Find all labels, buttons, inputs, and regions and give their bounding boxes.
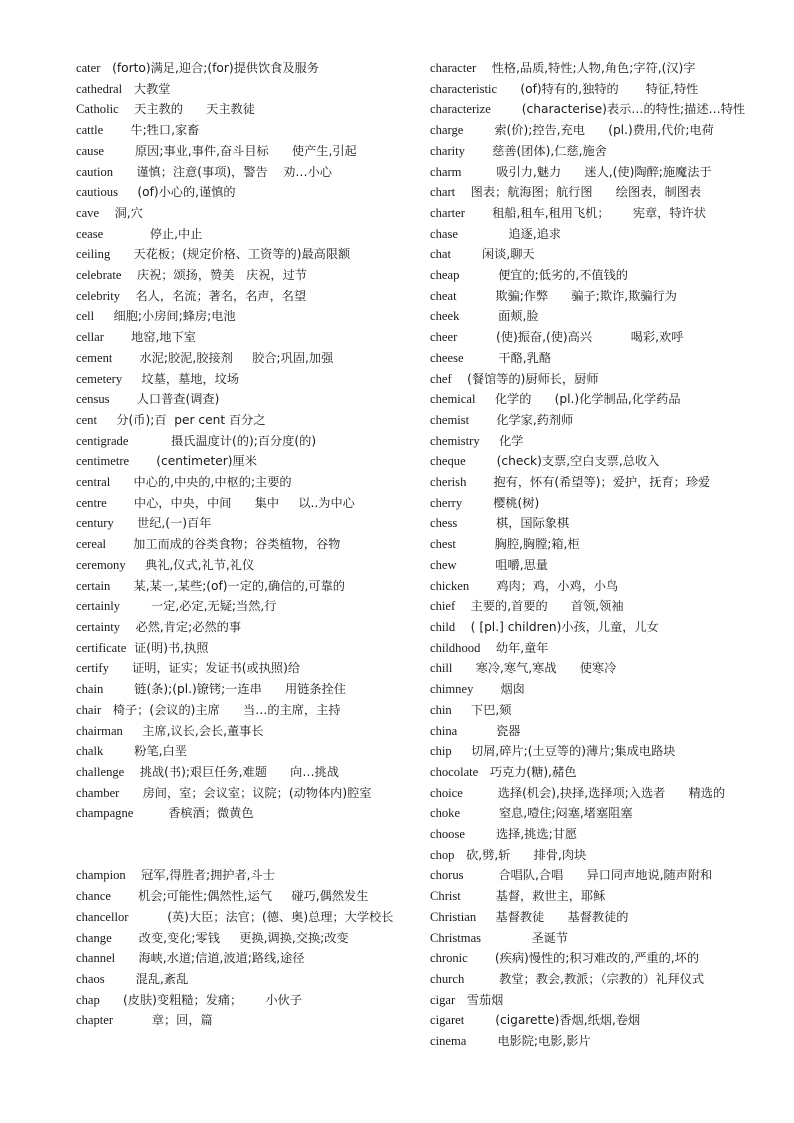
vocab-entry <box>430 534 756 555</box>
vocab-word: chop <box>430 847 455 862</box>
vocab-word: cell <box>76 309 95 324</box>
vocab-entry <box>76 265 406 286</box>
vocab-definition: 鸡肉；鸡，小鸡，小鸟 <box>469 578 619 593</box>
vocab-word: chancellor <box>76 909 129 924</box>
vocab-entry <box>430 369 756 390</box>
vocab-entry <box>76 865 406 886</box>
vocab-definition: 合唱队,合唱 异口同声地说,随声附和 <box>463 868 713 883</box>
vocab-word: certificate <box>76 640 127 655</box>
vocab-definition: 主要的,首要的 首领,领袖 <box>455 599 624 614</box>
vocab-word: church <box>430 971 465 986</box>
vocab-word: chalk <box>76 744 104 759</box>
vocab-word: cemetery <box>76 371 123 386</box>
vocab-word: cheque <box>430 454 466 469</box>
vocab-entry <box>430 120 756 141</box>
vocab-word: certainly <box>76 599 121 614</box>
vocab-entry <box>430 803 756 824</box>
vocab-entry <box>76 244 406 265</box>
vocab-definition: (check)支票,空白支票,总收入 <box>465 454 660 469</box>
vocab-entry <box>76 907 406 928</box>
vocab-entry <box>76 327 406 348</box>
vocab-definition: 挑战(书);艰巨任务,难题 向…挑战 <box>124 764 339 779</box>
vocab-word: cheat <box>430 288 457 303</box>
vocab-entry <box>76 410 406 431</box>
vocab-definition: 化学 <box>479 433 524 448</box>
vocab-entry <box>76 431 406 452</box>
vocab-entry <box>430 700 756 721</box>
vocab-entry <box>76 990 406 1011</box>
vocab-word: Catholic <box>76 102 119 117</box>
vocab-word: cinema <box>430 1034 467 1049</box>
vocab-entry <box>76 472 406 493</box>
vocab-word: chart <box>430 185 456 200</box>
vocab-word: census <box>76 392 110 407</box>
vocab-entry <box>76 369 406 390</box>
vocab-word: child <box>430 619 456 634</box>
vocab-entry <box>76 928 406 949</box>
vocab-entry <box>76 721 406 742</box>
vocab-definition: 选择(机会),抉择,选择项;入选者 精选的 <box>462 785 726 800</box>
vocab-definition: 天主教的 天主教徒 <box>118 102 255 117</box>
vocab-definition: 索(价);控告,充电 (pl.)费用,代价;电荷 <box>463 123 714 138</box>
vocab-entry <box>430 741 756 762</box>
vocab-word: channel <box>76 951 116 966</box>
vocab-definition: 棋，国际象棋 <box>457 516 570 531</box>
vocab-word: cease <box>76 226 104 241</box>
vocab-definition: (forto)满足,迎合;(for)提供饮食及服务 <box>100 61 319 75</box>
vocab-word: centre <box>76 495 107 510</box>
vocab-definition: 雪茄烟 <box>455 992 504 1007</box>
vocab-definition: 砍,劈,斩 排骨,肉块 <box>454 847 587 862</box>
vocab-word: ceiling <box>76 247 111 262</box>
vocab-word: change <box>76 930 112 945</box>
vocab-definition: 洞,穴 <box>99 205 143 220</box>
vocab-definition: 圣诞节 <box>481 930 569 945</box>
vocab-entry <box>430 389 756 410</box>
vocab-entry <box>430 555 756 576</box>
vocab-definition: 抱有，怀有(希望等)；爱护，抚育；珍爱 <box>466 475 711 490</box>
vocab-definition: 谨慎；注意(事项)，警告 劝…小心 <box>113 164 332 179</box>
vocab-entry <box>430 141 756 162</box>
vocab-definition: 性格,品质,特性;人物,角色;字符,(汉)字 <box>476 61 696 75</box>
vocab-entry <box>76 534 406 555</box>
vocab-word: cent <box>76 412 97 427</box>
vocab-definition: 基督，救世主，耶稣 <box>460 889 606 904</box>
vocab-entry <box>76 1010 406 1031</box>
vocab-word: chew <box>430 557 457 572</box>
vocab-word: chairman <box>76 723 123 738</box>
vocab-word: cellar <box>76 330 104 345</box>
vocab-entry <box>430 244 756 265</box>
vocab-word: chicken <box>430 578 470 593</box>
vocab-definition: 房间，室；会议室；议院；(动物体内)腔室 <box>119 785 372 800</box>
vocab-entry <box>76 679 406 700</box>
vocab-entry <box>76 141 406 162</box>
vocab-word: charge <box>430 123 464 138</box>
vocab-word: chief <box>430 599 456 614</box>
vocab-definition: 链(条);(pl.)镣铐;一连串 用链条拴住 <box>103 682 346 697</box>
vocab-word: centimetre <box>76 454 130 469</box>
vocab-definition: 面颊,脸 <box>459 309 539 324</box>
vocab-word: chap <box>76 992 100 1007</box>
vocab-definition: 选择,挑选;甘愿 <box>464 827 578 842</box>
vocab-entry <box>430 638 756 659</box>
vocab-word: chemistry <box>430 433 480 448</box>
vocab-word: chef <box>430 371 452 386</box>
vocab-word: centigrade <box>76 433 129 448</box>
vocab-word: charm <box>430 164 462 179</box>
vocab-definition: 下巴,颏 <box>451 702 512 717</box>
vocab-entry <box>430 410 756 431</box>
vocab-definition: 基督教徒 基督教徒的 <box>476 909 629 924</box>
vocab-definition: 干酪,乳酪 <box>463 350 552 365</box>
vocab-definition: 瓷器 <box>457 723 521 738</box>
vocab-definition: 典礼,仪式,礼节,礼仪 <box>125 557 255 572</box>
vocab-definition: 闲谈,聊天 <box>450 247 535 262</box>
vocab-entry <box>430 596 756 617</box>
vocab-definition: (of)特有的,独特的 特征,特性 <box>497 81 699 96</box>
vocab-entry <box>430 576 756 597</box>
vocab-entry <box>76 803 406 824</box>
vocab-word: chin <box>430 702 452 717</box>
vocab-definition: 中心，中央，中间 集中 以..为中心 <box>106 495 355 510</box>
vocab-entry <box>430 431 756 452</box>
vocab-entry <box>76 617 406 638</box>
vocab-definition: (皮肤)变粗糙；发痛； 小伙子 <box>99 992 303 1007</box>
vocab-word: cathedral <box>76 81 123 96</box>
vocab-entry <box>76 389 406 410</box>
vocab-word: celebrate <box>76 268 122 283</box>
vocab-entry <box>430 162 756 183</box>
vocab-word: chemical <box>430 392 476 407</box>
vocab-entry <box>430 762 756 783</box>
vocab-definition: (使)振奋,(使)高兴 喝彩,欢呼 <box>457 330 684 345</box>
vocab-word: charter <box>430 205 465 220</box>
vocab-word: cheer <box>430 330 458 345</box>
vocab-definition: (centimeter)厘米 <box>129 454 257 469</box>
vocab-definition: 原因;事业,事件,奋斗目标 使产生,引起 <box>103 143 357 158</box>
left-column <box>76 58 406 1031</box>
vocab-definition: 教堂；教会,教派；（宗教的）礼拜仪式 <box>464 971 705 986</box>
vocab-word: cereal <box>76 537 107 552</box>
vocab-entry <box>430 1031 756 1052</box>
vocab-word: cave <box>76 205 100 220</box>
vocab-definition: 世纪,(一)百年 <box>113 516 212 531</box>
vocab-word: chest <box>430 537 456 552</box>
vocab-word: chat <box>430 247 451 262</box>
vocab-entry <box>76 700 406 721</box>
vocab-entry <box>430 948 756 969</box>
vocab-word: chimney <box>430 682 474 697</box>
vocab-word: cheek <box>430 309 460 324</box>
vocab-word: choose <box>430 827 465 842</box>
vocab-word: certify <box>76 661 109 676</box>
vocab-entry <box>430 493 756 514</box>
vocab-word: chance <box>76 889 111 904</box>
vocab-entry <box>430 348 756 369</box>
vocab-word: ceremony <box>76 557 126 572</box>
vocab-entry <box>430 990 756 1011</box>
vocab-word: chair <box>76 702 102 717</box>
vocab-entry <box>76 762 406 783</box>
vocab-definition: 海峡,水道;信道,波道;路线,途径 <box>115 951 305 966</box>
vocab-definition: 幼年,童年 <box>480 640 549 655</box>
vocab-definition: 人口普查(调查) <box>109 392 220 407</box>
vocab-entry <box>430 658 756 679</box>
right-column <box>430 58 756 1052</box>
vocab-word: cigar <box>430 992 456 1007</box>
vocab-entry <box>76 596 406 617</box>
vocab-definition: (疾病)慢性的;积习难改的,严重的,坏的 <box>467 951 700 966</box>
vocab-word: character <box>430 61 477 75</box>
vocab-word: cherry <box>430 495 463 510</box>
vocab-definition: (英)大臣；法官；(德、奥)总理；大学校长 <box>128 909 394 924</box>
vocab-definition: 胸腔,胸膛;箱,柜 <box>455 537 580 552</box>
vocab-definition: 樱桃(树) <box>462 495 540 510</box>
vocab-definition: 粉笔,白垩 <box>103 744 187 759</box>
vocab-definition: 混乱,紊乱 <box>104 971 189 986</box>
vocab-word: cater <box>76 61 101 75</box>
vocab-definition: 巧克力(糖),赭色 <box>478 764 577 779</box>
vocab-definition: 天花板；(规定价格、工资等的)最高限额 <box>110 247 351 262</box>
vocab-entry <box>430 617 756 638</box>
vocab-entry <box>430 845 756 866</box>
vocab-word: chronic <box>430 951 468 966</box>
vocab-entry <box>76 451 406 472</box>
vocab-definition: 切屑,碎片;(土豆等的)薄片;集成电路块 <box>451 744 676 759</box>
vocab-entry <box>430 306 756 327</box>
vocab-entry <box>76 286 406 307</box>
vocab-word: charity <box>430 143 465 158</box>
vocab-entry <box>76 658 406 679</box>
vocab-entry <box>430 58 756 79</box>
vocab-word: celebrity <box>76 288 121 303</box>
vocab-word: cattle <box>76 123 104 138</box>
vocab-entry <box>430 783 756 804</box>
vocab-definition: 证明，证实；发证书(或执照)给 <box>108 661 301 676</box>
vocab-entry <box>430 472 756 493</box>
vocab-entry <box>76 224 406 245</box>
vocab-entry <box>76 58 406 79</box>
vocab-definition: 追逐,追求 <box>457 226 561 241</box>
vocab-word: china <box>430 723 458 738</box>
vocab-entry <box>430 99 756 120</box>
vocab-entry <box>430 327 756 348</box>
vocab-entry <box>76 120 406 141</box>
blank-spacer <box>76 824 406 865</box>
vocab-entry <box>430 824 756 845</box>
vocab-definition: 章；回，篇 <box>113 1013 213 1028</box>
vocab-definition: 椅子；(会议的)主席 当…的主席，主持 <box>101 702 341 717</box>
vocab-entry <box>430 513 756 534</box>
vocab-definition: 必然,肯定;必然的事 <box>120 619 242 634</box>
vocab-definition: 证(明)书,执照 <box>126 640 209 655</box>
vocab-entry <box>430 969 756 990</box>
vocab-word: characterize <box>430 102 491 117</box>
vocab-definition: 主席,议长,会长,董事长 <box>122 723 264 738</box>
vocab-definition: 改变,变化;零钱 更换,调换,交换;改变 <box>111 930 349 945</box>
vocab-definition: 香槟酒；微黄色 <box>133 806 254 821</box>
vocab-entry <box>430 886 756 907</box>
vocab-entry <box>76 162 406 183</box>
vocab-definition: 牛;牲口,家畜 <box>103 123 200 138</box>
vocab-word: challenge <box>76 764 125 779</box>
vocab-entry <box>76 348 406 369</box>
vocab-word: cheese <box>430 350 464 365</box>
vocab-entry <box>76 99 406 120</box>
vocab-word: century <box>76 516 114 531</box>
vocab-definition: 庆祝；颂扬，赞美 庆祝，过节 <box>121 268 307 283</box>
vocab-definition: (餐馆等的)厨师长，厨师 <box>451 371 599 386</box>
vocab-entry <box>76 783 406 804</box>
vocab-entry <box>76 741 406 762</box>
vocab-word: chill <box>430 661 453 676</box>
vocab-definition: 中心的,中央的,中枢的;主要的 <box>110 475 292 490</box>
vocab-word: Christian <box>430 909 477 924</box>
vocab-entry <box>76 513 406 534</box>
vocab-definition: 大教堂 <box>122 81 171 96</box>
vocab-definition: 吸引力,魅力 迷人,(使)陶醉;施魔法于 <box>461 164 712 179</box>
vocab-entry <box>76 555 406 576</box>
vocab-word: childhood <box>430 640 481 655</box>
vocab-definition: (cigarette)香烟,纸烟,卷烟 <box>464 1013 641 1028</box>
vocab-definition: 名人，名流；著名，名声，名望 <box>120 288 307 303</box>
vocab-word: certainty <box>76 619 121 634</box>
vocab-word: Christmas <box>430 930 482 945</box>
vocab-entry <box>430 721 756 742</box>
vocab-definition: 停止,中止 <box>103 226 203 241</box>
vocab-word: central <box>76 475 111 490</box>
vocab-definition: ( [pl.] children)小孩，儿童，儿女 <box>455 619 659 634</box>
vocab-definition: 一定,必定,无疑;当然,行 <box>120 599 277 614</box>
vocab-word: chase <box>430 226 458 241</box>
vocab-word: characteristic <box>430 81 498 96</box>
vocab-definition: 图表；航海图；航行图 绘图表，制图表 <box>455 185 702 200</box>
vocab-word: caution <box>76 164 114 179</box>
vocab-definition: 烟囱 <box>473 682 525 697</box>
vocab-definition: 欺骗;作弊 骗子;欺诈,欺骗行为 <box>456 288 677 303</box>
vocab-definition: 细胞;小房间;蜂房;电池 <box>94 309 236 324</box>
vocab-definition: 地窑,地下室 <box>103 330 196 345</box>
vocab-definition: 咀嚼,思量 <box>456 557 548 572</box>
vocab-definition: 加工而成的谷类食物；谷类植物，谷物 <box>106 537 341 552</box>
vocab-word: champagne <box>76 806 134 821</box>
vocab-entry <box>430 182 756 203</box>
vocab-definition: 化学的 (pl.)化学制品,化学药品 <box>475 392 681 407</box>
vocab-definition: 分(币);百 per cent 百分之 <box>96 412 266 427</box>
vocab-definition: 冠军,得胜者;拥护者,斗士 <box>125 868 275 883</box>
vocab-definition: (of)小心的,谨慎的 <box>117 185 236 200</box>
vocab-word: cherish <box>430 475 467 490</box>
vocab-word: chess <box>430 516 458 531</box>
vocab-word: chain <box>76 682 104 697</box>
vocab-word: chorus <box>430 868 464 883</box>
vocab-entry <box>430 451 756 472</box>
vocab-definition: 摄氏温度计(的);百分度(的) <box>128 433 317 448</box>
vocab-entry <box>76 203 406 224</box>
vocab-entry <box>76 306 406 327</box>
vocab-definition: 窒息,噎住;闷塞,堵塞阻塞 <box>460 806 633 821</box>
vocab-definition: 便宜的;低劣的,不值钱的 <box>459 268 628 283</box>
vocab-word: chapter <box>76 1013 114 1028</box>
vocab-entry <box>76 493 406 514</box>
vocab-word: cigaret <box>430 1013 465 1028</box>
vocab-entry <box>76 948 406 969</box>
vocab-word: Christ <box>430 889 461 904</box>
vocab-word: chemist <box>430 412 470 427</box>
vocab-entry <box>430 928 756 949</box>
vocab-definition: 机会;可能性;偶然性,运气 碰巧,偶然发生 <box>110 889 369 904</box>
vocab-entry <box>430 1010 756 1031</box>
vocab-word: chip <box>430 744 452 759</box>
vocab-word: certain <box>76 578 111 593</box>
vocab-definition: (characterise)表示…的特性;描述…特性 <box>490 102 746 117</box>
vocab-entry <box>76 638 406 659</box>
vocab-definition: 某,某一,某些;(of)一定的,确信的,可靠的 <box>110 578 345 593</box>
vocab-entry <box>430 679 756 700</box>
vocab-word: chamber <box>76 785 120 800</box>
vocab-definition: 慈善(团体),仁慈,施舍 <box>464 143 607 158</box>
vocab-entry <box>76 969 406 990</box>
vocab-entry <box>76 79 406 100</box>
vocab-word: choice <box>430 785 463 800</box>
vocab-entry <box>76 182 406 203</box>
vocab-word: chaos <box>76 971 105 986</box>
vocab-word: choke <box>430 806 461 821</box>
vocab-entry <box>430 79 756 100</box>
vocab-word: cement <box>76 350 113 365</box>
vocab-word: chocolate <box>430 764 479 779</box>
vocab-entry <box>430 865 756 886</box>
vocab-definition: 电影院;电影,影片 <box>466 1034 591 1049</box>
vocab-definition: 租船,租车,租用飞机； 宪章，特许状 <box>464 205 706 220</box>
vocab-definition: 水泥;胶泥,胶接剂 胶合;巩固,加强 <box>112 350 334 365</box>
vocab-word: cheap <box>430 268 460 283</box>
vocab-definition: 寒冷,寒气,寒战 使寒冷 <box>452 661 617 676</box>
vocab-entry <box>76 576 406 597</box>
vocab-word: cautious <box>76 185 118 200</box>
vocab-word: cause <box>76 143 104 158</box>
vocab-entry <box>430 265 756 286</box>
vocab-definition: 化学家,药剂师 <box>469 412 574 427</box>
vocab-definition: 坟墓，墓地，坟场 <box>122 371 240 386</box>
vocab-entry <box>430 286 756 307</box>
vocab-word: champion <box>76 868 126 883</box>
vocab-entry <box>430 224 756 245</box>
vocab-entry <box>430 907 756 928</box>
vocab-entry <box>76 886 406 907</box>
vocab-entry <box>430 203 756 224</box>
